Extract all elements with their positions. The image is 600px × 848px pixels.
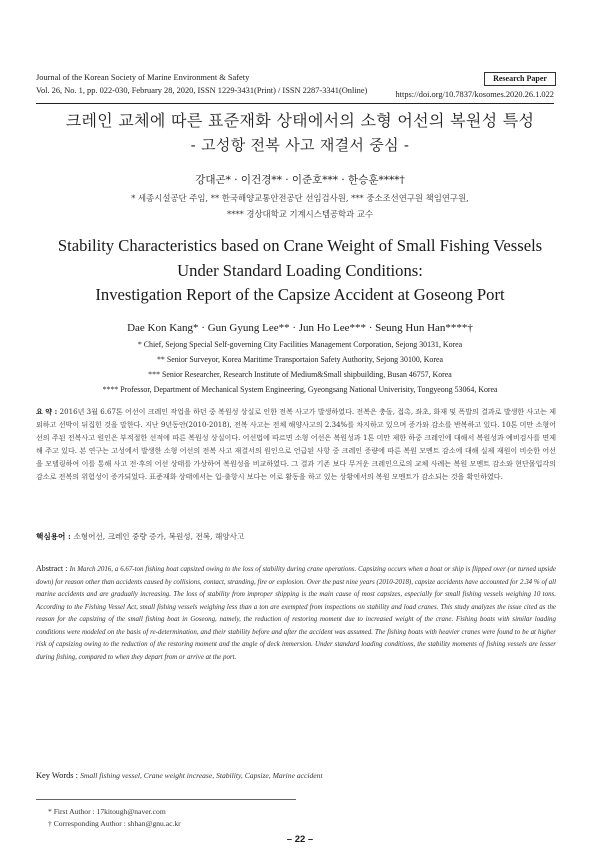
english-abstract-label: Abstract : xyxy=(36,564,70,573)
research-paper-badge: Research Paper xyxy=(484,72,556,86)
english-affiliation-4: **** Professor, Department of Mechanical System Engineering, Gyeongsang National Univerisity, Tongyeong 53064, Korea xyxy=(102,385,498,394)
english-affiliation-2: ** Senior Surveyor, Korea Maritime Transportaion Safety Authority, Sejong 30100, Korea xyxy=(156,355,444,364)
korean-abstract-text: 2016년 3월 6.67톤 어선이 크레인 작업을 하던 중 복원성 상실로 인한 전복 사고가 발생하였다. 전복은 충돌, 접촉, 좌초, 화재 및 폭발의 결과로 발생한 사고는 제외하고 선박이 뒤집힌 것을 말한다. 지난 9년동안(2010-2018), 전복 사고는 전체 해양사고의 2.34%를 차지하고 있으며 증가와 감소를 반복하고 있다. 10톤 미만 소형어선의 주된 전복사고 원인은 부적절한 선적에 따른 복원성 상실이다. 어선법에 따르면 소형 어선은 복원성과 1톤 미만 제한 하중 크레인에 대해서 복원성과 예비검사를 면제해 주고 있다. 본 연구는 고성에서 발생한 소형 어선의 전복 사고 재결서의 원인으로 언급된 사항 중 크레인 증량에 따른 복원 모멘트 감소에 대해 실제 재원이 비슷한 어선을 모델링하여 이를 통해 사고 전·후의 어선 상태를 가상하여 복원성을 비교하였다. 그 결과 기존 보다 무거운 크레인으로의 교체 사례는 복원 모멘트 감소와 현단몰입각의 감소로 전복의 위험성이 증가되었다. 표준재화 상태에서는 입·출항시 보다는 어로 활동을 하고 있는 상황에서의 복원 모멘트가 감소되는 것을 확인하였다. xyxy=(36,407,557,481)
korean-authors: 강대곤* · 이건경** · 이준호*** · 한승훈****† xyxy=(195,174,405,186)
english-title-line3: Investigation Report of the Capsize Accident at Goseong Port xyxy=(95,285,505,304)
korean-keywords-text: 소형어선, 크레인 중량 증가, 복원성, 전복, 해양사고 xyxy=(73,532,245,541)
first-author-footnote: * First Author : 17kitough@naver.com xyxy=(48,807,166,816)
korean-keywords-label: 핵심용어 : xyxy=(36,532,74,541)
english-title-line1: Stability Characteristics based on Crane Weight of Small Fishing Vessels xyxy=(57,236,543,255)
header-rule xyxy=(36,103,554,104)
corresponding-author-footnote: † Corresponding Author : shhan@gnu.ac.kr xyxy=(48,819,181,828)
korean-abstract-label: 요 약 : xyxy=(36,407,60,416)
english-keywords-label: Key Words : xyxy=(36,771,81,780)
korean-abstract xyxy=(36,405,556,483)
footnote-rule xyxy=(36,799,296,800)
doi-link[interactable]: https://doi.org/10.7837/kosomes.2020.26.1.022 xyxy=(395,90,554,99)
korean-subtitle: - 고성항 전복 사고 재결서 중심 - xyxy=(190,136,410,154)
english-keywords-text: Small fishing vessel, Crane weight increase, Stability, Capsize, Marine accident xyxy=(80,771,323,780)
korean-affiliation-line2: **** 경상대학교 기계시스템공학과 교수 xyxy=(226,209,374,219)
english-affiliation-3: *** Senior Researcher, Research Institute of Medium&Small shipbuilding, Busan 46757, Korea xyxy=(148,370,452,379)
korean-title: 크레인 교체에 따른 표준재화 상태에서의 소형 어선의 복원성 특성 xyxy=(65,111,535,130)
english-abstract xyxy=(36,563,556,663)
journal-name: Journal of the Korean Society of Marine Environment & Safety xyxy=(36,73,250,82)
page-number: – 22 – xyxy=(286,834,314,845)
english-keywords xyxy=(36,771,556,780)
journal-header xyxy=(36,72,367,97)
english-title-line2: Under Standard Loading Conditions: xyxy=(177,261,423,280)
english-authors: Dae Kon Kang* · Gun Gyung Lee** · Jun Ho Lee*** · Seung Hun Han****† xyxy=(127,322,473,334)
english-affiliation-1: * Chief, Sejong Special Self-governing City Facilities Management Corporation, Sejong 30131, Korea xyxy=(137,340,463,349)
issue-line: Vol. 26, No. 1, pp. 022-030, February 28, 2020, ISSN 1229-3431(Print) / ISSN 2287-3341(Online) xyxy=(36,85,368,95)
korean-keywords xyxy=(36,531,556,542)
korean-affiliation-line1: * 세종시설공단 주임, ** 한국해양교통안전공단 선임검사원, *** 중소조선연구원 책임연구원, xyxy=(131,193,469,203)
english-abstract-text: In March 2016, a 6.67-ton fishing boat capsized owing to the loss of stability during crane operations. Capsizing occurs when a boat or ship is flipped over (or turned upside down) for reason other than accidents caused by collisions, contact, stranding, fire or explosion. Over the past nine years (2010-2018), capsize accidents have accounted for 2.34 % of all marine accidents and are gradually increasing. The loss of stability from improper shipping is the main cause of most capsizes, especially for small fishing vessels weighing 10 tons. According to the Fishing Vessel Act, small fishing vessels weighing less than a ton are exempted from inspections on stability and load cranes. This study analyzes the issue cited as the reason for the capsizing of the small fishing boat in Goseong, namely, the reduction of restoring moment due to increased weight of the crane. Fishing boats with similar loading conditions were modeled on the basis of re-determination, and their stability before and after the accident was assumed. The fishing boats with heavier cranes were found to be at higher risk of capsizing owing to the reduction of the restoring moment and the angle of deck immersion. Under standard loading conditions, the stability moments of fishing vessels are lesser during fishing, compared to when they depart from or arrive at the port. xyxy=(36,565,556,661)
